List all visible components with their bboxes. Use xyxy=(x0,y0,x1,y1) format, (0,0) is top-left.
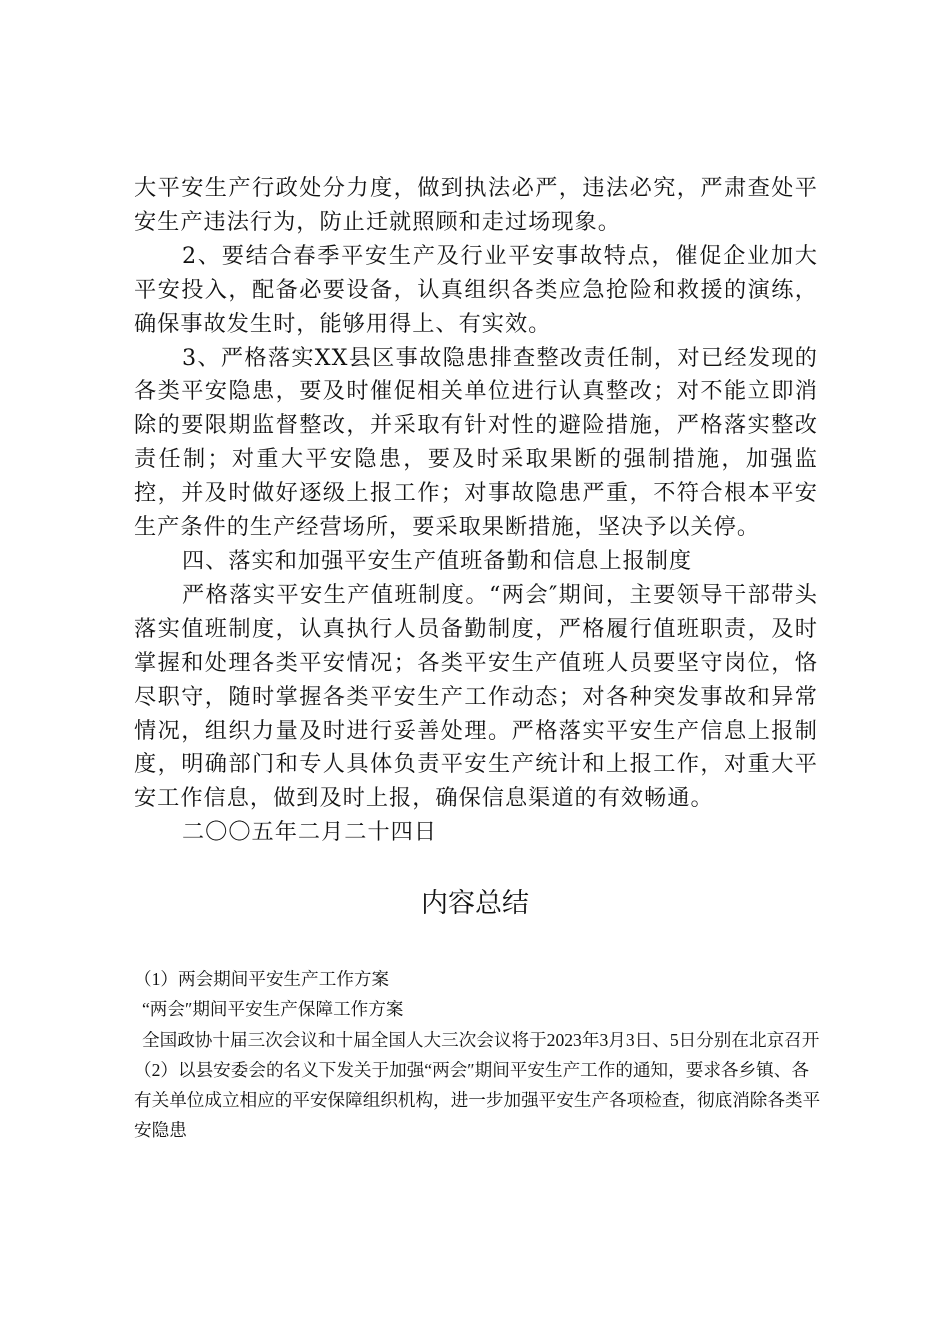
summary-item-3: 全国政协十届三次会议和十届全国人大三次会议将于2023年3月3日、5日分别在北京召开 xyxy=(142,1029,820,1050)
document-date: 二〇〇五年二月二十四日 xyxy=(182,819,438,846)
summary-title: 内容总结 xyxy=(421,888,529,919)
body-text xyxy=(134,172,818,850)
paragraph-duty-system: 严格落实平安生产值班制度。“两会″期间，主要领导干部带头落实值班制度，认真执行人员备勤制度，严格履行值班职责，及时掌握和处理各类平安情况；各类平安生产值班人员要坚守岗位，恪尽职守，随时掌握各类平安生产工作动态；对各种突发事故和异常情况，组织力量及时进行妥善处理。严格落实平安生产信息上报制度，明确部门和专人具体负责平安生产统计和上报工作，对重大平安工作信息，做到及时上报，确保信息渠道的有效畅通。 xyxy=(134,581,818,812)
paragraph-item-2: 2、要结合春季平安生产及行业平安事故特点，催促企业加大平安投入，配备必要设备，认真组织各类应急抢险和救援的演练，确保事故发生时，能够用得上、有实效。 xyxy=(134,242,818,337)
paragraph-penalty: 大平安生产行政处分力度，做到执法必严，违法必究，严肃查处平安生产违法行为，防止迁就照顾和走过场现象。 xyxy=(134,175,818,235)
paragraph-item-3: 3、严格落实XX县区事故隐患排查整改责任制，对已经发现的各类平安隐患，要及时催促相关单位进行认真整改；对不能立即消除的要限期监督整改，并采取有针对性的避险措施，严格落实整改责任制；对重大平安隐患，要及时采取果断的强制措施，加强监控，并及时做好逐级上报工作；对事故隐患严重，不符合根本平安生产条件的生产经营场所，要采取果断措施，坚决予以关停。 xyxy=(134,344,818,541)
summary-item-4: （2）以县安委会的名义下发关于加强“两会″期间平安生产工作的通知，要求各乡镇、各有关单位成立相应的平安保障组织机构，进一步加强平安生产各项检查，彻底消除各类平安隐患 xyxy=(134,1059,821,1141)
summary-item-2: “两会″期间平安生产保障工作方案 xyxy=(142,999,404,1020)
section-heading-4: 四、落实和加强平安生产值班备勤和信息上报制度 xyxy=(182,547,693,574)
summary-section xyxy=(134,964,824,1146)
summary-item-1: （1）两会期间平安生产工作方案 xyxy=(134,969,390,989)
